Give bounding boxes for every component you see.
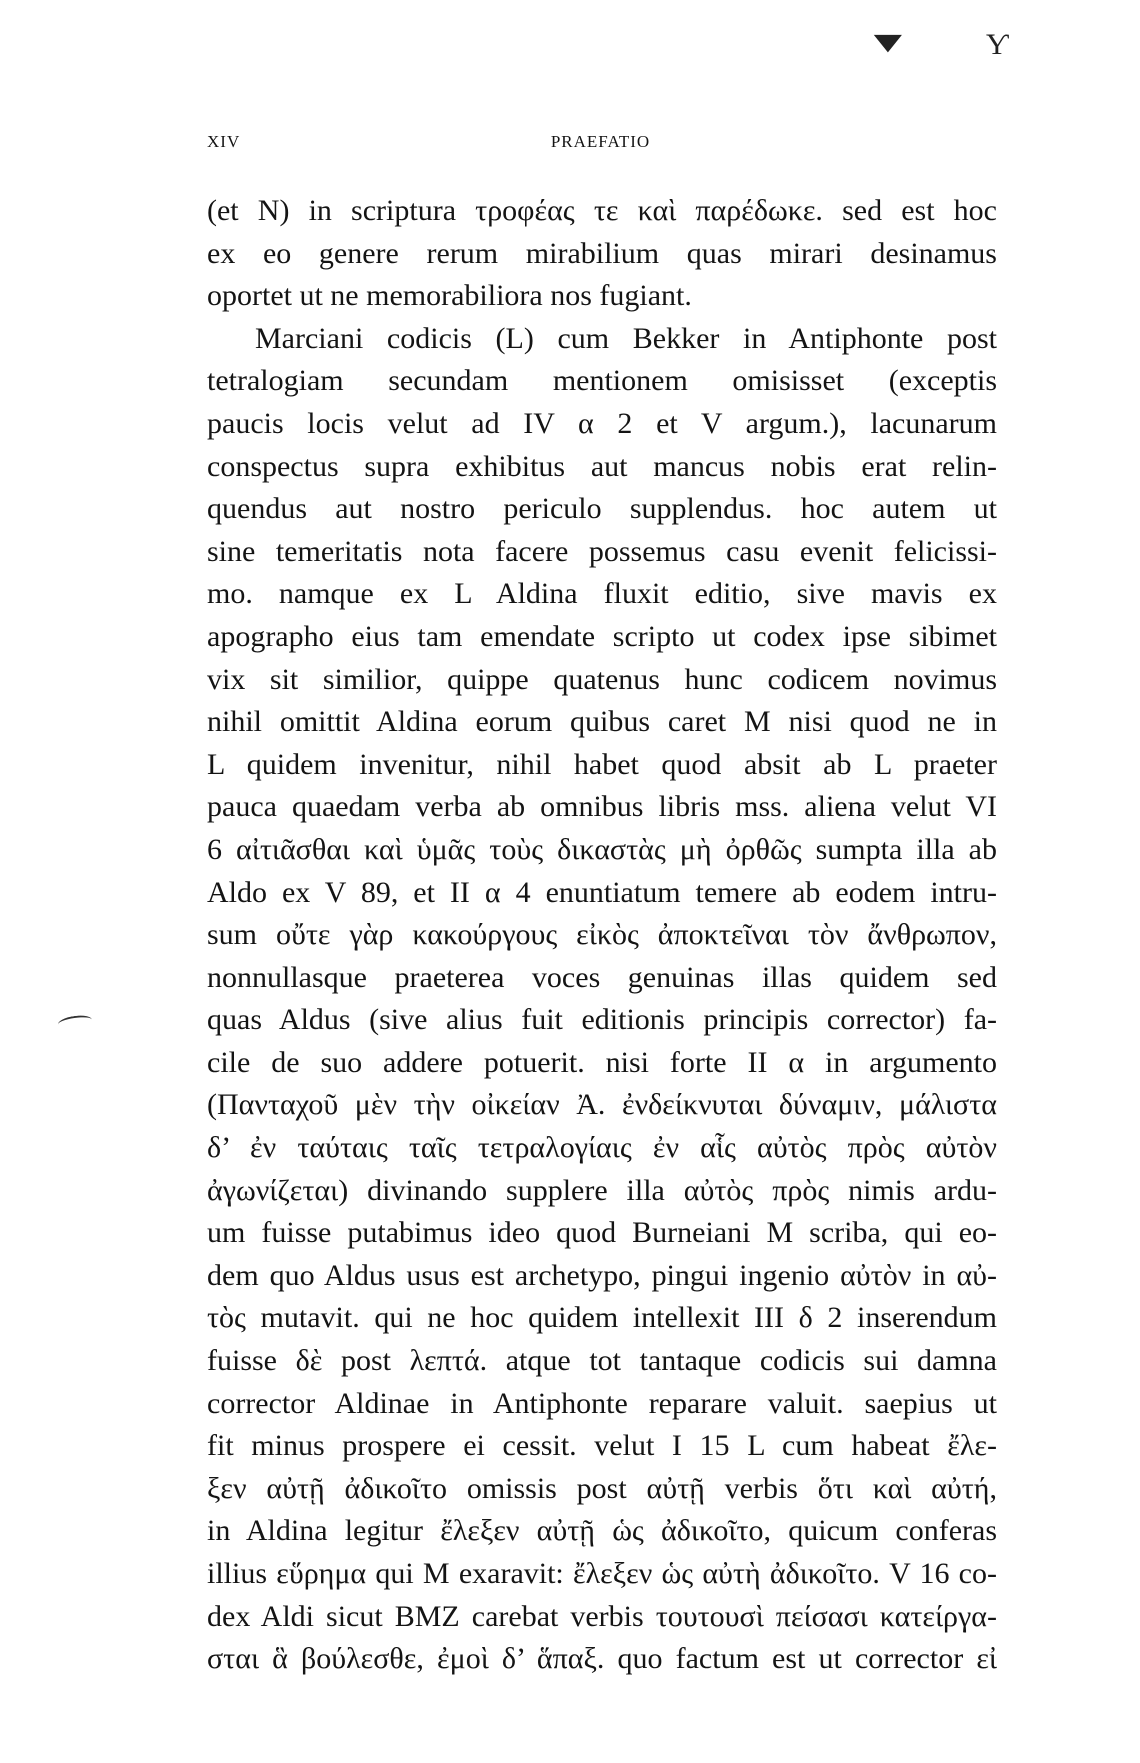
- ink-mark-icon: Ƴ: [986, 28, 1010, 61]
- text-line: fuisse δὲ post λεπτά. atque tot tantaque codicis sui damna: [207, 1344, 997, 1378]
- text-line: dex Aldi sicut BMZ carebat verbis τουτουσὶ πείσασι κατείργα-: [207, 1599, 997, 1633]
- text-line: ξεν αὐτῇ ἀδικοῖτο omissis post αὐτῇ verbis ὅτι καὶ αὐτή,: [207, 1471, 997, 1505]
- text-line: corrector Aldinae in Antiphonte reparare valuit. saepius ut: [207, 1386, 997, 1420]
- text-line: dem quo Aldus usus est archetypo, pingui ingenio αὐτὸν in αὐ-: [207, 1258, 997, 1292]
- ink-mark-icon: ▼: [864, 26, 912, 59]
- text-line: paucis locis velut ad IV α 2 et V argum.), lacunarum: [207, 406, 997, 440]
- text-line: (Πανταχοῦ μὲν τὴν οἰκείαν Ἀ. ἐνδείκνυται δύναμιν, μάλιστα: [207, 1088, 997, 1122]
- text-line: mo. namque ex L Aldina fluxit editio, sive mavis ex: [207, 577, 997, 611]
- text-line: δ’ ἐν ταύταις ταῖς τετραλογίαις ἐν αἷς αὐτὸς πρὸς αὐτὸν: [207, 1131, 997, 1165]
- text-line: um fuisse putabimus ideo quod Burneiani M scriba, qui eo-: [207, 1216, 997, 1250]
- text-line: vix sit similior, quippe quatenus hunc codicem novimus: [207, 662, 997, 696]
- text-line: conspectus supra exhibitus aut mancus nobis erat relin-: [207, 449, 997, 483]
- text-line: in Aldina legitur ἔλεξεν αὐτῇ ὡς ἀδικοῖτο, quicum conferas: [207, 1514, 997, 1548]
- text-line: τὸς mutavit. qui ne hoc quidem intellexit III δ 2 inserendum: [207, 1301, 997, 1335]
- preface-text: [207, 190, 997, 1681]
- text-line: ἀγωνίζεται) divinando supplere illa αὐτὸς πρὸς nimis ardu-: [207, 1173, 997, 1207]
- text-line: illius εὕρημα qui M exaravit: ἔλεξεν ὡς αὐτὴ ἀδικοῖτο. V 16 co-: [207, 1557, 997, 1590]
- text-line: ex eo genere rerum mirabilium quas mirari desinamus: [207, 236, 997, 270]
- text-line: nonnullasque praeterea voces genuinas illas quidem sed: [207, 960, 997, 994]
- text-line: fit minus prospere ei cessit. velut I 15 L cum habeat ἔλε-: [207, 1429, 997, 1463]
- text-line: nihil omittit Aldina eorum quibus caret M nisi quod ne in: [207, 705, 997, 739]
- text-line: Aldo ex V 89, et II α 4 enuntiatum temere ab eodem intru-: [207, 875, 997, 909]
- text-line: Marciani codicis (L) cum Bekker in Antiphonte post: [255, 321, 997, 355]
- text-line: apographo eius tam emendate scripto ut codex ipse sibimet: [207, 619, 997, 653]
- text-line: oportet ut ne memorabiliora nos fugiant.: [207, 279, 692, 313]
- running-head: [207, 132, 994, 156]
- text-line: sine temeritatis nota facere possemus casu evenit felicissi-: [207, 534, 997, 568]
- text-line: tetralogiam secundam mentionem omisisset (exceptis: [207, 364, 997, 398]
- text-line: cile de suo addere potuerit. nisi forte II α in argumento: [207, 1045, 997, 1079]
- page-number: XIV: [207, 132, 241, 151]
- text-line: sum οὔτε γὰρ κακούργους εἰκὸς ἀποκτεῖναι τὸν ἄνθρωπον,: [207, 918, 997, 952]
- text-line: σται ἃ βούλεσθε, ἐμοὶ δ’ ἅπαξ. quo factum est ut corrector εἰ: [207, 1642, 997, 1676]
- text-line: 6 αἰτιᾶσθαι καὶ ὑμᾶς τοὺς δικαστὰς μὴ ὀρθῶς sumpta illa ab: [207, 832, 997, 866]
- text-line: pauca quaedam verba ab omnibus libris mss. aliena velut VI: [207, 790, 997, 824]
- page-title: PRAEFATIO: [550, 132, 651, 151]
- text-line: L quidem invenitur, nihil habet quod absit ab L praeter: [207, 747, 997, 781]
- text-line: quendus aut nostro periculo supplendus. hoc autem ut: [207, 492, 997, 526]
- text-line: quas Aldus (sive alius fuit editionis principis corrector) fa-: [207, 1003, 997, 1037]
- margin-pencil-mark: [57, 1014, 92, 1031]
- text-line: (et N) in scriptura τροφέας τε καὶ παρέδωκε. sed est hoc: [207, 194, 997, 227]
